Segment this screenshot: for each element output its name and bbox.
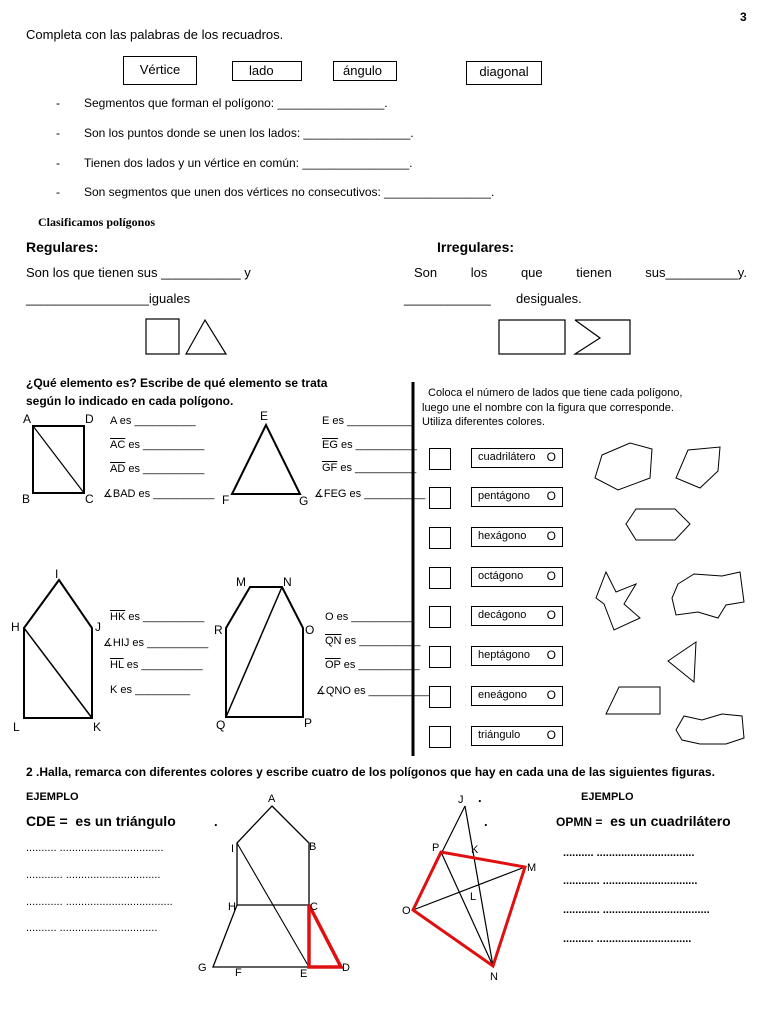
list-item-dash: - — [56, 156, 60, 170]
vertex-label: K — [93, 720, 102, 734]
element-line — [110, 415, 196, 427]
element-blank: es __________ — [129, 637, 209, 649]
element-blank: es __________ — [125, 439, 205, 451]
vertex-label: D — [342, 962, 350, 974]
answer-line: .......... ................................ — [26, 922, 158, 934]
example-label: CDE = — [26, 813, 68, 829]
element-blank: es __________ — [340, 659, 420, 671]
word-label: ángulo — [343, 63, 383, 78]
polygon-triangle — [668, 642, 696, 682]
vertex-label: Q — [216, 718, 226, 732]
list-item: Son los puntos donde se unen los lados: ________________. — [84, 126, 414, 140]
part2-instruction: 2 .Halla, remarca con diferentes colores y escribe cuatro de los polígonos que hay en cada una de las siguientes figuras. — [26, 765, 715, 779]
irregular-word: Son — [414, 265, 438, 280]
dot: . — [214, 814, 218, 829]
word-label: lado — [249, 63, 274, 78]
answer-line: ............ ................................... — [563, 904, 710, 916]
element-label: $\overline{QN}$ — [325, 635, 342, 647]
vertex-label: I — [55, 567, 59, 581]
left-example — [26, 813, 176, 829]
vertex-label: E — [260, 409, 269, 423]
element-blank: es __________ — [125, 463, 205, 475]
element-label: QNO — [325, 685, 351, 697]
regular-title: Regulares: — [26, 239, 99, 255]
regular-triangle — [186, 320, 226, 354]
element-label: O — [325, 611, 334, 623]
angle-icon: ∡ — [314, 488, 324, 500]
irregular-word: tienen — [576, 265, 612, 280]
name-box[interactable] — [471, 726, 563, 746]
element-label: FEG — [323, 488, 347, 500]
pentagon-diagonal — [24, 628, 92, 718]
element-label: K — [110, 684, 118, 696]
element-blank: es __________ — [341, 635, 421, 647]
vertex-label: I — [231, 843, 235, 855]
answer-square[interactable] — [429, 646, 451, 668]
vertex-label: K — [471, 844, 479, 856]
polygon-name: cuadrilátero — [478, 451, 536, 463]
irregular-end: desiguales. — [516, 291, 582, 306]
polygon-name: hexágono — [478, 530, 527, 542]
element-blank: es __________ — [337, 462, 417, 474]
element-blank: es __________ — [125, 611, 205, 623]
polygon-quadrilateral — [606, 687, 660, 714]
vertex-label: G — [299, 494, 309, 508]
answer-square[interactable] — [429, 686, 451, 708]
element-blank: es __________ — [337, 439, 417, 451]
right-example — [556, 813, 731, 829]
highlighted-quadrilateral-opmn — [413, 852, 525, 966]
vertex-label: F — [222, 493, 230, 507]
elements-title-2: según lo indicado en cada polígono. — [26, 394, 234, 408]
name-box[interactable] — [471, 487, 563, 507]
regular-square — [146, 319, 179, 354]
irregular-concave-shape — [575, 320, 630, 354]
vertex-label: H — [228, 901, 236, 913]
polygon-name: decágono — [478, 609, 527, 621]
vertex-label: G — [198, 962, 207, 974]
example-text: es un triángulo — [75, 813, 176, 829]
element-line — [325, 635, 420, 647]
element-label: $\overline{GF}$ — [322, 462, 338, 474]
element-label: A — [110, 415, 117, 427]
vertex-label: E — [300, 968, 308, 980]
element-label: $\overline{HL}$ — [110, 659, 124, 671]
element-label: $\overline{AD}$ — [110, 463, 126, 475]
element-line — [316, 684, 430, 697]
vertex-label: P — [304, 716, 313, 730]
element-line — [110, 439, 204, 451]
dot: . — [478, 790, 482, 805]
sides-instruction-1: Coloca el número de lados que tiene cada polígono, — [428, 387, 683, 399]
vertex-label: L — [470, 891, 477, 903]
vertex-label: L — [13, 720, 20, 734]
polygon-octagon — [596, 572, 640, 630]
hexagon-diagonal — [226, 587, 282, 717]
word-label: Vértice — [139, 62, 181, 77]
left-example-heading: EJEMPLO — [26, 791, 79, 803]
vertex-label: O — [402, 905, 411, 917]
irregular-blank: ____________ — [404, 291, 491, 306]
connector-circle: O — [546, 608, 556, 622]
connector-circle: O — [546, 728, 556, 742]
list-item: Segmentos que forman el polígono: ________________. — [84, 96, 388, 110]
element-blank: es __________ — [123, 659, 203, 671]
polygon-hexagon-1 — [595, 443, 652, 490]
irregular-title: Irregulares: — [437, 239, 515, 255]
polygon-name: heptágono — [478, 649, 530, 661]
element-line — [110, 684, 190, 696]
name-box[interactable] — [471, 606, 563, 626]
answer-line: .......... ................................ — [563, 847, 695, 859]
element-line — [103, 487, 214, 500]
element-label: $\overline{AC}$ — [110, 439, 126, 451]
polygon-decagon — [672, 572, 744, 618]
answer-square[interactable] — [429, 567, 451, 589]
name-box[interactable] — [471, 646, 563, 666]
element-line — [103, 636, 208, 649]
triangle-efg — [232, 425, 300, 494]
irregular-word: sus__________y. — [645, 265, 747, 280]
answer-square[interactable] — [429, 726, 451, 748]
element-label: $\overline{HK}$ — [110, 611, 126, 623]
name-box[interactable] — [471, 686, 563, 706]
vertex-label: O — [305, 623, 315, 637]
elements-title-1: ¿Qué elemento es? Escribe de qué elemento se trata — [26, 376, 328, 390]
answer-square[interactable] — [429, 448, 451, 470]
list-item-dash: - — [56, 126, 60, 140]
connector-circle: O — [546, 569, 556, 583]
element-line — [322, 439, 417, 451]
connector-circle: O — [546, 529, 556, 543]
vertex-label: A — [23, 412, 32, 426]
list-item-dash: - — [56, 96, 60, 110]
polygon-name: pentágono — [478, 490, 530, 502]
answer-square[interactable] — [429, 606, 451, 628]
list-item-dash: - — [56, 185, 60, 199]
element-label: BAD — [112, 488, 136, 500]
angle-icon: ∡ — [103, 637, 113, 649]
right-example-heading: EJEMPLO — [581, 791, 634, 803]
element-label: $\overline{EG}$ — [322, 439, 338, 451]
vertex-label: B — [309, 841, 317, 853]
element-blank: es __________ — [116, 415, 196, 427]
element-label: $\overline{OP}$ — [325, 659, 341, 671]
vertex-label: J — [95, 620, 101, 634]
regular-line2: _________________iguales — [26, 291, 191, 306]
polygon-hexagon-2 — [626, 509, 690, 540]
answer-line: ............ ............................... — [26, 869, 161, 881]
angle-icon: ∡ — [316, 685, 326, 697]
element-blank: es __________ — [346, 488, 426, 500]
vertex-label: R — [214, 623, 223, 637]
example-label: OPMN = — [556, 815, 603, 829]
element-line — [110, 659, 203, 671]
regular-line1: Son los que tienen sus ___________ y — [26, 265, 251, 280]
vertex-label: C — [85, 492, 94, 506]
dot: . — [484, 814, 488, 829]
polygon-pentagon-1 — [676, 447, 720, 488]
list-item: Son segmentos que unen dos vértices no consecutivos: ________________. — [84, 185, 495, 199]
element-line — [325, 611, 412, 623]
connector-circle: O — [546, 688, 556, 702]
element-line — [110, 463, 204, 475]
page-number: 3 — [740, 10, 747, 24]
vertex-label: P — [432, 842, 440, 854]
irregular-word: que — [520, 265, 543, 280]
sides-instruction-2: luego une el nombre con la figura que corresponde. — [422, 402, 674, 414]
angle-icon: ∡ — [103, 488, 113, 500]
vertex-label: M — [236, 575, 246, 589]
vertex-label: D — [85, 412, 94, 426]
hexagon-mnopqr — [226, 587, 303, 717]
irregular-rectangle — [499, 320, 565, 354]
vertex-label: H — [11, 620, 20, 634]
element-line — [325, 659, 420, 671]
vertex-label: N — [490, 971, 498, 983]
element-blank: es _________ — [117, 684, 191, 696]
example-text: es un cuadrilátero — [610, 813, 731, 829]
word-label: diagonal — [479, 64, 529, 79]
element-line — [322, 462, 416, 474]
classify-title: Clasificamos polígonos — [38, 215, 156, 229]
vertex-label: C — [310, 901, 318, 913]
answer-line: ............ ................................... — [26, 896, 173, 908]
figure-line — [465, 806, 493, 966]
element-line — [314, 487, 425, 500]
connector-circle: O — [546, 648, 556, 662]
pentagon-hijkl — [24, 580, 92, 718]
element-label: HIJ — [112, 637, 130, 649]
polygon-name: octágono — [478, 570, 524, 582]
element-blank: es __________ — [350, 685, 430, 697]
element-line — [110, 611, 204, 623]
element-line — [322, 415, 414, 427]
instruction-complete: Completa con las palabras de los recuadros. — [26, 27, 284, 42]
vertex-label: F — [235, 967, 242, 979]
element-blank: es __________ — [333, 611, 413, 623]
polygon-nonagon — [676, 714, 744, 744]
vertex-label: B — [22, 492, 31, 506]
element-blank: es ___________ — [329, 415, 415, 427]
irregular-word: los — [470, 265, 488, 280]
name-box[interactable] — [471, 527, 563, 547]
list-item: Tienen dos lados y un vértice en común: ________________. — [84, 156, 413, 170]
element-label: E — [322, 415, 330, 427]
vertex-label: N — [283, 575, 292, 589]
connector-circle: O — [546, 489, 556, 503]
vertex-label: M — [527, 862, 537, 874]
highlighted-triangle-cde — [309, 905, 341, 967]
answer-line: ............ ............................... — [563, 875, 698, 887]
vertex-label: J — [458, 794, 464, 806]
element-blank: es __________ — [135, 488, 215, 500]
vertex-label: A — [268, 793, 276, 805]
polygon-name: eneágono — [478, 689, 527, 701]
polygon-name: triángulo — [478, 729, 521, 741]
name-box[interactable] — [471, 567, 563, 587]
answer-square[interactable] — [429, 487, 451, 509]
name-box[interactable] — [471, 448, 563, 468]
answer-line: .......... ............................... — [563, 933, 692, 945]
answer-square[interactable] — [429, 527, 451, 549]
answer-line: .......... .................................. — [26, 842, 164, 854]
square-diagonal — [33, 426, 84, 493]
connector-circle: O — [546, 450, 556, 464]
sides-instruction-3: Utiliza diferentes colores. — [422, 416, 545, 428]
